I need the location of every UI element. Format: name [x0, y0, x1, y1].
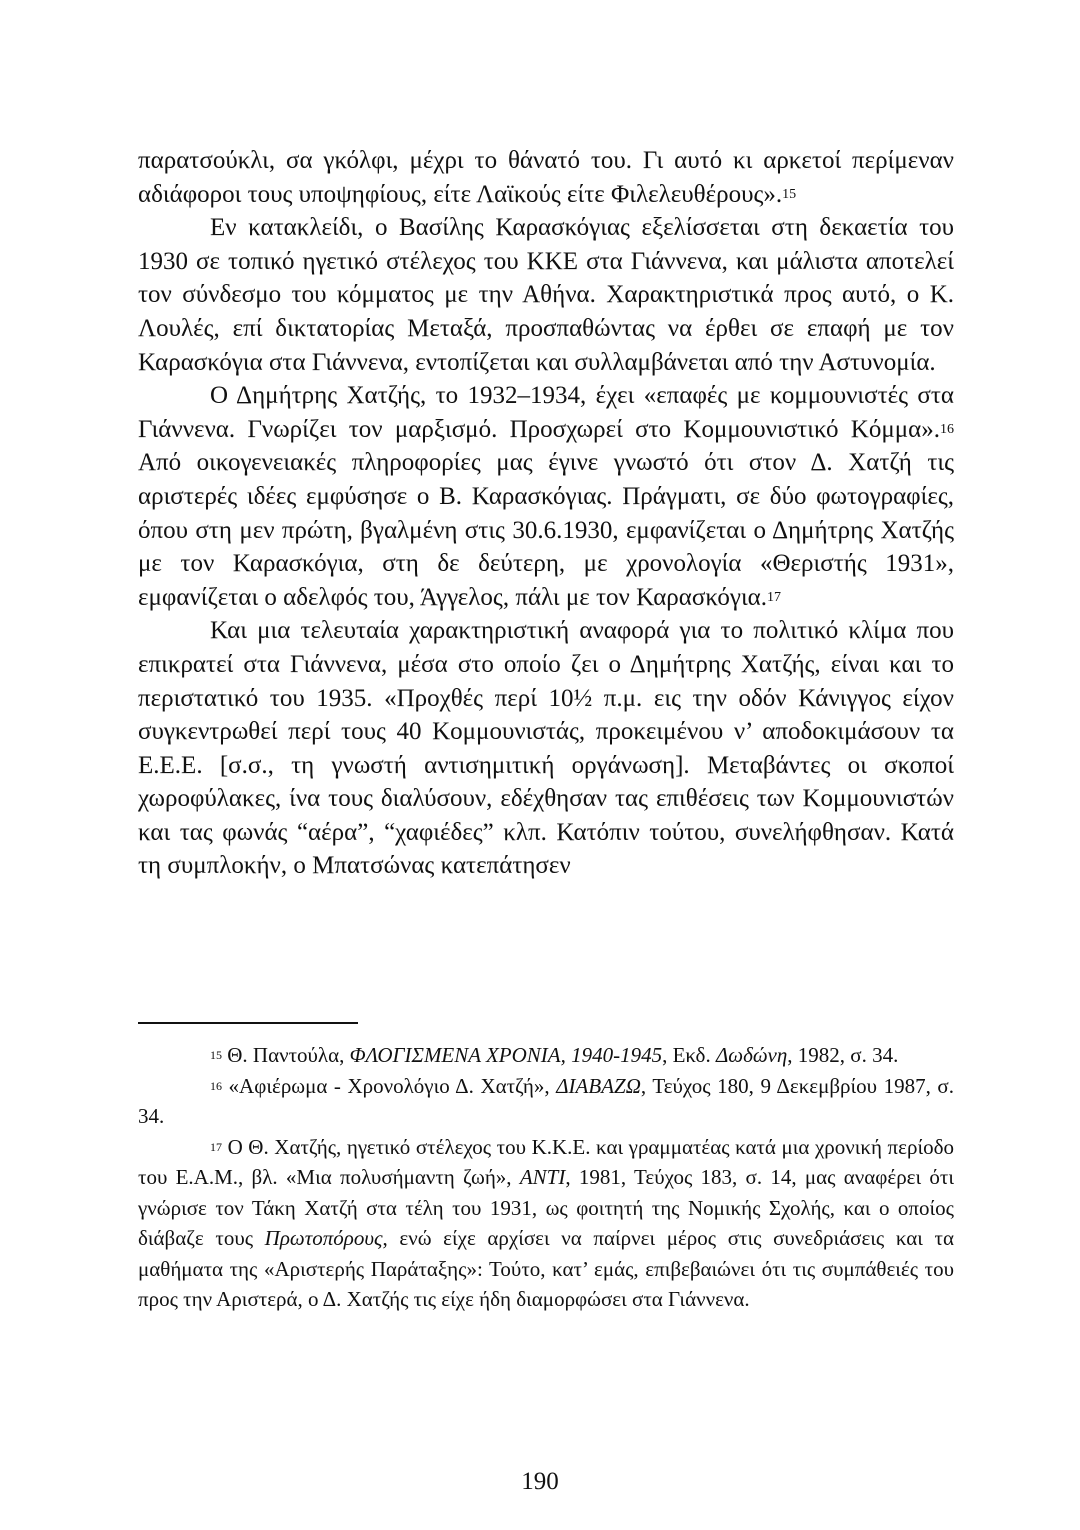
- book-title: ΦΛΟΓΙΣΜΕΝΑ ΧΡΟΝΙΑ, 1940-1945: [349, 1043, 663, 1067]
- footnote-text: Ο Θ. Χατζής, ηγετικό στέλεχος του Κ.Κ.Ε. και γραμματέας κατά μια χρονική περίοδο του Ε.Α.Μ., βλ. «Μια πολυσήμαντη ζωή»,: [138, 1134, 954, 1189]
- footnote-17: [138, 1132, 954, 1315]
- paragraph-2-text: Εν κατακλείδι, ο Βασίλης Καρασκόγιας εξελίσσεται στη δεκαετία του 1930 σε τοπικό ηγετικό στέλεχος του ΚΚΕ στα Γιάννενα, και μάλιστα αποτελεί τον σύνδεσμο του κόμματος με την Αθήνα. Χαρακτηριστικά προς αυτό, ο Κ. Λουλές, επί δικτατορίας Μεταξά, προσπαθώντας να έρθει σε επαφή με τον Καρασκόγια στα Γιάννενα, εντοπίζεται και συλλαμβάνεται από την Αστυνομία.: [138, 214, 954, 376]
- footnote-15: [138, 1040, 954, 1071]
- footnote-text: , Τεύχος 180, 9 Δεκεμβρίου 1987, σ. 34.: [138, 1073, 955, 1128]
- footnote-text: , ενώ είχε αρχίσει να παίρνει μέρος στις συνεδριάσεις και τα μαθήματα της «Αριστερής Παράταξης»: Τούτο, κατ’ εμάς, επιβεβαιώνει ότι τις συμπάθειές του προς την Αριστερά, ο Δ. Χατζής τις είχε ήδη διαμορφώσει στα Γιάννενα.: [138, 1226, 955, 1311]
- footnote-number: 16: [210, 1078, 222, 1093]
- paragraph-2: [138, 211, 954, 379]
- paragraph-3: [138, 379, 954, 614]
- footnote-16: [138, 1071, 954, 1132]
- publication-name: Πρωτοπόρους: [264, 1226, 383, 1250]
- footnote-text: «Αφιέρωμα - Χρονολόγιο Δ. Χατζή»,: [222, 1073, 557, 1098]
- paragraph-4-text: Και μια τελευταία χαρακτηριστική αναφορά για το πολιτικό κλίμα που επικρατεί στα Γιάννενα, μέσα στο οποίο ζει ο Δημήτρης Χατζής, είναι και το περιστατικό του 1935. «Προχθές περί 10½ π.μ. εις την οδόν Κάνιγγος είχον συγκεντρωθεί περί τους 40 Κομμουνιστάς, προκειμένου ν’ αποδοκιμάσουν τα Ε.Ε.Ε. [σ.σ., τη γνωστή αντισημιτική οργάνωση]. Μεταβάντες οι σκοποί χωροφύλακες, ίνα τους διαλύσουν, εδέχθησαν τας επιθέσεις των Κομμουνιστών και τας φωνάς “αέρα”, “χαφιέδες” κλπ. Κατόπιν τούτου, συνελήφθησαν. Κατά τη συμπλοκήν, ο Μπατσώνας κατεπάτησεν: [138, 617, 954, 880]
- footnote-text: , Εκδ.: [662, 1043, 716, 1067]
- paragraph-3-text-b: Από οικογενειακές πληροφορίες μας έγινε γνωστό ότι στον Δ. Χατζή τις αριστερές ιδέες εμφύσησε ο Β. Καρασκόγιας. Πράγματι, σε δύο φωτογραφίες, όπου στη μεν πρώτη, βγαλμένη στις 30.6.1930, εμφανίζεται ο Δημήτρης Χατζής με τον Καρασκόγια, στη δε δεύτερη, με χρονολογία «Θεριστής 1931», εμφανίζεται ο αδελφός του, Άγγελος, πάλι με τον Καρασκόγια.: [138, 449, 954, 611]
- footnote-text: , 1981, Τεύχος 183, σ. 14, μας αναφέρει ότι γνώρισε τον Τάκη Χατζή στα τέλη του 1931, ως φοιτητή της Νομικής Σχολής, και ο οποίος διάβαζε τους: [138, 1165, 954, 1250]
- paragraph-1-text: παρατσούκλι, σα γκόλφι, μέχρι το θάνατό του. Γι αυτό κι αρκετοί περίμεναν αδιάφοροι τους υποψηφίους, είτε Λαϊκούς είτε Φιλελευθέρους».: [138, 147, 954, 208]
- footnote-text: , 1982, σ. 34.: [787, 1043, 899, 1067]
- journal-name: ΔΙΑΒΑΖΩ: [556, 1073, 641, 1098]
- main-text: [138, 144, 954, 883]
- paragraph-1: [138, 144, 954, 211]
- footnote-number: 15: [210, 1048, 222, 1062]
- journal-name: ΑΝΤΙ: [519, 1165, 566, 1189]
- page-number: 190: [521, 1468, 559, 1495]
- publisher-name: Δωδώνη: [715, 1043, 788, 1067]
- footnote-ref-16: 16: [940, 421, 954, 437]
- footnote-ref-17: 17: [767, 589, 782, 605]
- footnote-number: 17: [210, 1139, 222, 1154]
- paragraph-4: [138, 614, 954, 883]
- paragraph-3-text-a: Ο Δημήτρης Χατζής, το 1932–1934, έχει «επαφές με κομμουνιστές στα Γιάννενα. Γνωρίζει τον μαρξισμό. Προσχωρεί στο Κομμουνιστικό Κόμμα».: [138, 382, 954, 443]
- footnotes: [138, 1040, 954, 1315]
- footnote-separator: [138, 1022, 358, 1024]
- footnote-ref-15: 15: [782, 186, 797, 202]
- footnote-text: Θ. Παντούλα,: [222, 1043, 350, 1067]
